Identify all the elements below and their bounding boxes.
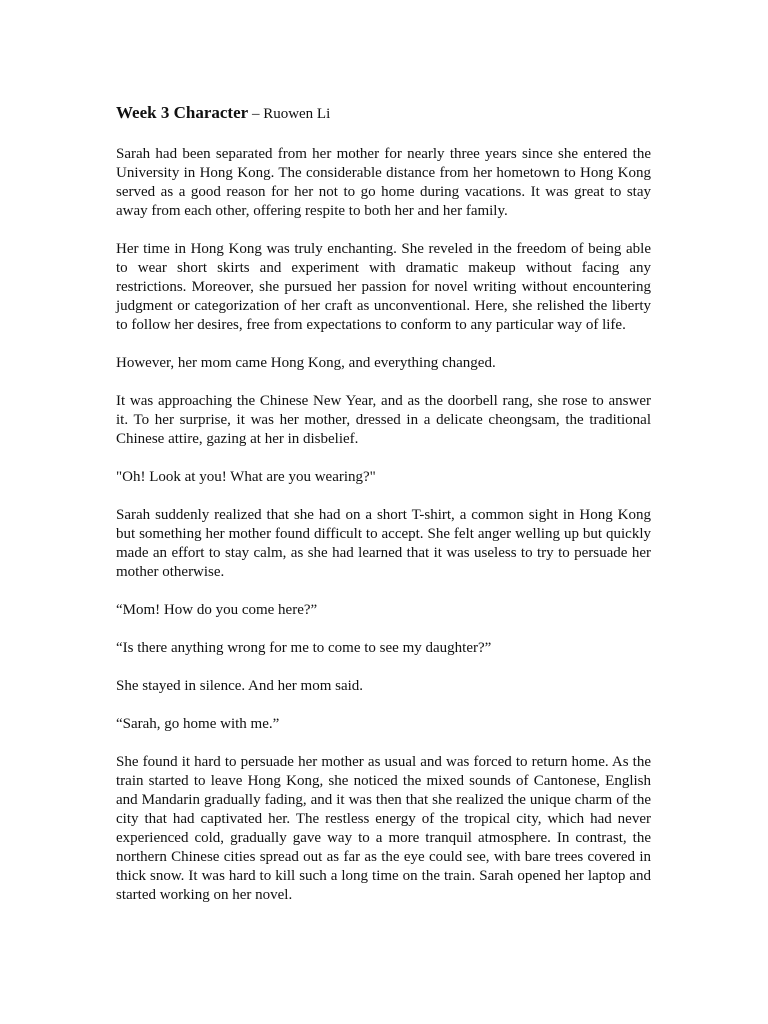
paragraph: Her time in Hong Kong was truly enchanting. She reveled in the freedom of being able to wear short skirts and experiment with dramatic makeup without facing any restrictions. Moreover, she pursued her passion for novel writing without encountering judgment or categorization of her craft as unconventional. Here, she relished the liberty to follow her desires, free from expectations to conform to any particular way of life. <box>116 241 651 333</box>
paragraph: However, her mom came Hong Kong, and everything changed. <box>116 355 496 371</box>
paragraph: She stayed in silence. And her mom said. <box>116 678 364 694</box>
document-author: Ruowen Li <box>263 106 331 122</box>
document-page <box>116 102 651 905</box>
dialogue-line: “Is there anything wrong for me to come to see my daughter?” <box>116 640 492 656</box>
document-title: Week 3 Character <box>116 103 249 122</box>
document-heading <box>116 102 651 125</box>
dialogue-line: “Mom! How do you come here?” <box>116 602 318 618</box>
paragraph: It was approaching the Chinese New Year, and as the doorbell rang, she rose to answer it. To her surprise, it was her mother, dressed in a delicate cheongsam, the traditional Chinese attire, gazing at her in disbelief. <box>116 393 651 447</box>
dialogue-line: “Sarah, go home with me.” <box>116 716 280 732</box>
dialogue-line: "Oh! Look at you! What are you wearing?" <box>116 469 376 485</box>
paragraph: Sarah had been separated from her mother for nearly three years since she entered the University in Hong Kong. The considerable distance from her hometown to Hong Kong served as a good reason for her not to go home during vacations. It was great to stay away from each other, offering respite to both her and her family. <box>116 146 651 219</box>
paragraph: Sarah suddenly realized that she had on a short T-shirt, a common sight in Hong Kong but something her mother found difficult to accept. She felt anger welling up but quickly made an effort to stay calm, as she had learned that it was useless to try to persuade her mother otherwise. <box>116 507 651 580</box>
paragraph: She found it hard to persuade her mother as usual and was forced to return home. As the train started to leave Hong Kong, she noticed the mixed sounds of Cantonese, English and Mandarin gradually fading, and it was then that she realized the unique charm of the city that had captivated her. The restless energy of the tropical city, which had never experienced cold, gradually gave way to a more tranquil atmosphere. In contrast, the northern Chinese cities spread out as far as the eye could see, with bare trees covered in thick snow. It was hard to kill such a long time on the train. Sarah opened her laptop and started working on her novel. <box>116 754 651 903</box>
title-separator: – <box>248 106 264 122</box>
